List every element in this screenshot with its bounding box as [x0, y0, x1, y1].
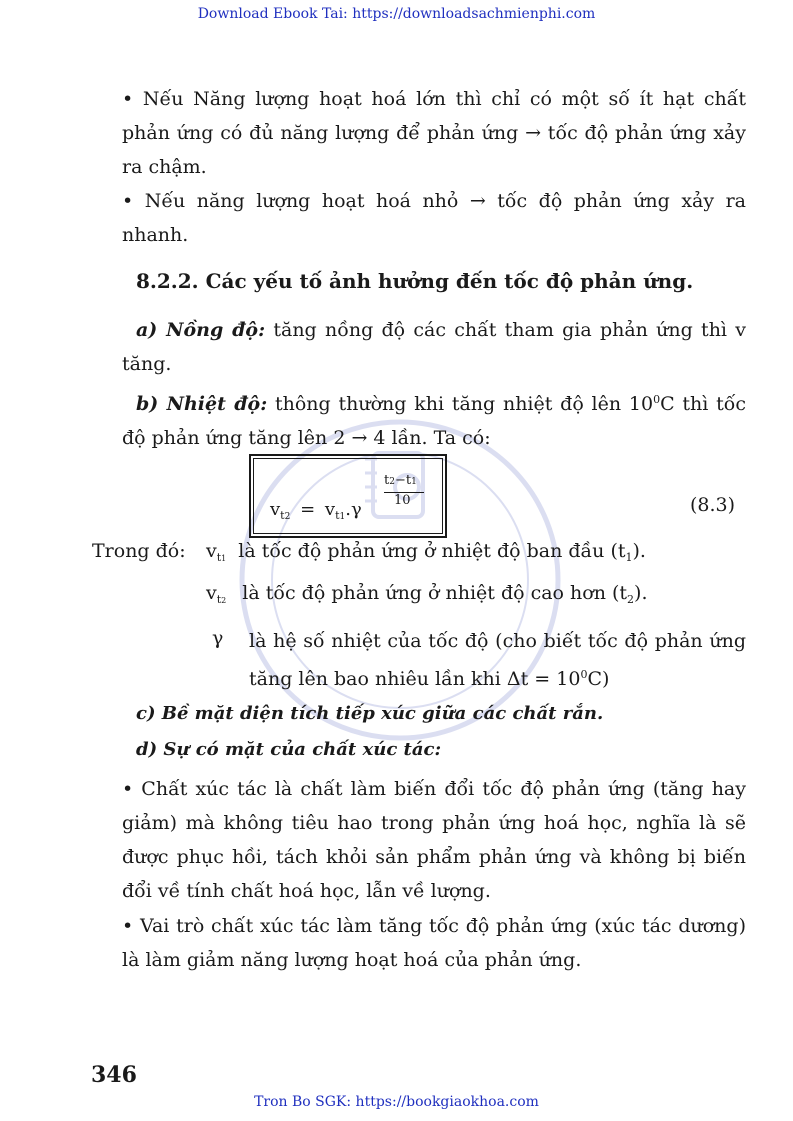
formula-v-right: v: [324, 499, 336, 520]
formula-t-right: t: [335, 509, 340, 522]
where-vt2-line: $v_{t2}$ là tốc độ phản ứng ở nhiệt độ cao hơn $(t_2)$.: [206, 582, 648, 606]
paragraph-bullet-activation-small: • Nếu năng lượng hoạt hoá nhỏ → tốc độ phản ứng xảy ra nhanh.: [122, 190, 746, 246]
formula-exponent-denominator: 10: [394, 493, 411, 508]
formula-v-left: v: [270, 499, 281, 520]
where-label: Trong đó:: [92, 540, 186, 562]
paragraph-temperature: [122, 383, 746, 455]
paragraph-catalyst-role: • Vai trò chất xúc tác làm tăng tốc độ phản ứng (xúc tác dương) là làm giảm năng lượng hoạt hoá của phản ứng.: [122, 915, 746, 971]
formula-t2-sub: 2: [284, 512, 291, 522]
footer-sgk-link[interactable]: Tron Bo SGK: https://bookgiaokhoa.com: [254, 1094, 539, 1110]
where-vt2-symbol: $v_{t2}$: [206, 582, 227, 606]
concentration-text: tăng nồng độ các chất tham gia phản ứng thì v tăng.: [122, 319, 746, 375]
formula-box: [249, 454, 447, 538]
where-vt1-line: $v_{t1}$ là tốc độ phản ứng ở nhiệt độ ban đầu $(t_1)$.: [206, 540, 646, 564]
formula-inner-frame: [253, 458, 443, 534]
where-gamma-symbol: γ: [212, 627, 224, 649]
section-heading: 8.2.2. Các yếu tố ảnh hưởng đến tốc độ phản ứng.: [136, 269, 694, 293]
paragraph-concentration: [122, 313, 746, 381]
catalyst-label: d) Sự có mặt của chất xúc tác:: [136, 739, 442, 760]
formula-exponent-numerator: t2−t1: [384, 473, 417, 488]
temperature-degree: 0: [653, 393, 661, 406]
temperature-label: b) Nhiệt độ:: [136, 393, 268, 415]
page-number: 346: [91, 1062, 137, 1088]
temperature-text-2: C thì tốc độ phản ứng tăng lên 2 → 4 lần. Ta có:: [122, 393, 747, 449]
formula-gamma: γ: [350, 499, 362, 520]
where-gamma-text: là hệ số nhiệt của tốc độ (cho biết tốc độ phản ứng tăng lên bao nhiêu lần khi $\Delta t = 10^0C$): [249, 630, 746, 690]
formula-t1-sub: 1: [339, 512, 346, 522]
header-download-link[interactable]: Download Ebook Tai: https://downloadsachmienphi.com: [197, 6, 596, 22]
formula-number: (8.3): [690, 494, 736, 516]
surface-area-label: c) Bề mặt diện tích tiếp xúc giữa các chất rắn.: [136, 703, 604, 724]
formula-t-left: t: [280, 509, 285, 522]
formula-equals: =: [300, 499, 316, 520]
paragraph-bullet-activation-large: • Nếu Năng lượng hoạt hoá lớn thì chỉ có một số ít hạt chất phản ứng có đủ năng lượng để phản ứng → tốc độ phản ứng xảy ra chậm.: [122, 88, 746, 178]
concentration-label: a) Nồng độ:: [136, 319, 266, 341]
temperature-text-1: thông thường khi tăng nhiệt độ lên 10: [275, 393, 654, 415]
paragraph-catalyst-definition: • Chất xúc tác là chất làm biến đổi tốc độ phản ứng (tăng hay giảm) mà không tiêu hao trong phản ứng hoá học, nghĩa là sẽ được phục hồi, tách khỏi sản phẩm phản ứng và không bị biến đổi về tính chất hoá học, lẫn về lượng.: [122, 778, 746, 902]
formula-expression: $v_{t2} = v_{t1}.\gamma$: [270, 499, 362, 522]
where-vt1-symbol: $v_{t1}$: [206, 540, 227, 564]
